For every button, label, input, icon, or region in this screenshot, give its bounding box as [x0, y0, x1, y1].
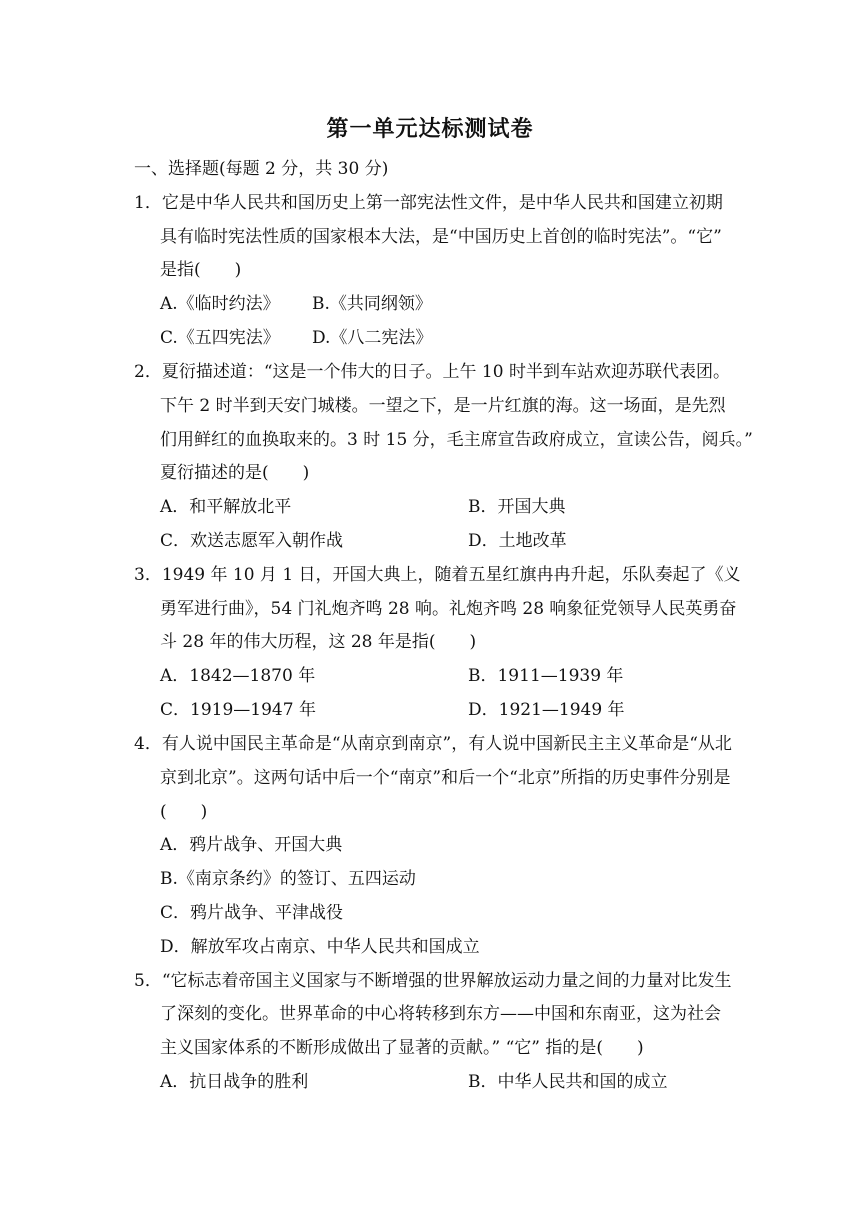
question-5-line-2: 了深刻的变化。世界革命的中心将转移到东方——中国和东南亚，这为社会 [160, 1004, 721, 1024]
question-1-line-2: 具有临时宪法性质的国家根本大法，是“中国历史上首创的临时宪法”。“它” [160, 227, 722, 247]
question-2-option-d: D．土地改革 [468, 531, 567, 551]
question-5-line-1: 5．“它标志着帝国主义国家与不断增强的世界解放运动力量之间的力量对比发生 [134, 971, 732, 991]
question-2-option-c: C．欢送志愿军入朝作战 [160, 531, 344, 551]
question-1-line-3: 是指( ) [160, 260, 242, 280]
question-1-option-b: B.《共同纲领》 [312, 294, 432, 314]
question-2-line-2: 下午 2 时半到天安门城楼。一望之下，是一片红旗的海。这一场面，是先烈 [160, 396, 726, 416]
question-4-option-b: B.《南京条约》的签订、五四运动 [160, 869, 416, 889]
question-5-line-3: 主义国家体系的不断形成做出了显著的贡献。” “它” 指的是( ) [160, 1038, 644, 1058]
question-3-line-3: 斗 28 年的伟大历程，这 28 年是指( ) [160, 632, 477, 652]
question-1-line-1: 1．它是中华人民共和国历史上第一部宪法性文件，是中华人民共和国建立初期 [134, 193, 723, 213]
question-2-line-1: 2．夏衍描述道：“这是一个伟大的日子。上午 10 时半到车站欢迎苏联代表团。 [134, 362, 730, 382]
question-2-line-4: 夏衍描述的是( ) [160, 463, 310, 483]
question-3-option-c: C．1919—1947 年 [160, 700, 316, 720]
question-2-line-3: 们用鲜红的血换取来的。3 时 15 分，毛主席宣告政府成立，宣读公告，阅兵。” [160, 430, 753, 450]
question-3-option-d: D．1921—1949 年 [468, 700, 625, 720]
question-1-option-d: D.《八二宪法》 [312, 328, 433, 348]
question-1-option-a: A.《临时约法》 [160, 294, 280, 314]
question-4-option-a: A．鸦片战争、开国大典 [160, 835, 343, 855]
question-2-option-a: A．和平解放北平 [160, 497, 292, 517]
question-2-option-b: B．开国大典 [468, 497, 566, 517]
question-4-option-c: C．鸦片战争、平津战役 [160, 903, 344, 923]
question-1-option-c: C.《五四宪法》 [160, 328, 280, 348]
section-heading: 一、选择题(每题 2 分，共 30 分) [134, 159, 389, 179]
question-4-line-2: 京到北京”。这两句话中后一个“南京”和后一个“北京”所指的历史事件分别是 [160, 768, 731, 788]
question-3-line-2: 勇军进行曲》，54 门礼炮齐鸣 28 响。礼炮齐鸣 28 响象征党领导人民英勇奋 [160, 599, 737, 619]
question-5-option-b: B．中华人民共和国的成立 [468, 1072, 668, 1092]
question-4-line-1: 4．有人说中国民主革命是“从南京到南京”，有人说中国新民主主义革命是“从北 [134, 734, 732, 754]
question-3-line-1: 3．1949 年 10 月 1 日，开国大典上，随着五星红旗冉冉升起，乐队奏起了《义 [134, 565, 741, 585]
question-5-option-a: A．抗日战争的胜利 [160, 1072, 309, 1092]
question-3-option-a: A．1842—1870 年 [160, 666, 316, 686]
question-3-option-b: B．1911—1939 年 [468, 666, 624, 686]
question-4-option-d: D．解放军攻占南京、中华人民共和国成立 [160, 937, 480, 957]
question-4-line-3: ( ) [160, 802, 208, 822]
page-title: 第一单元达标测试卷 [326, 117, 534, 142]
